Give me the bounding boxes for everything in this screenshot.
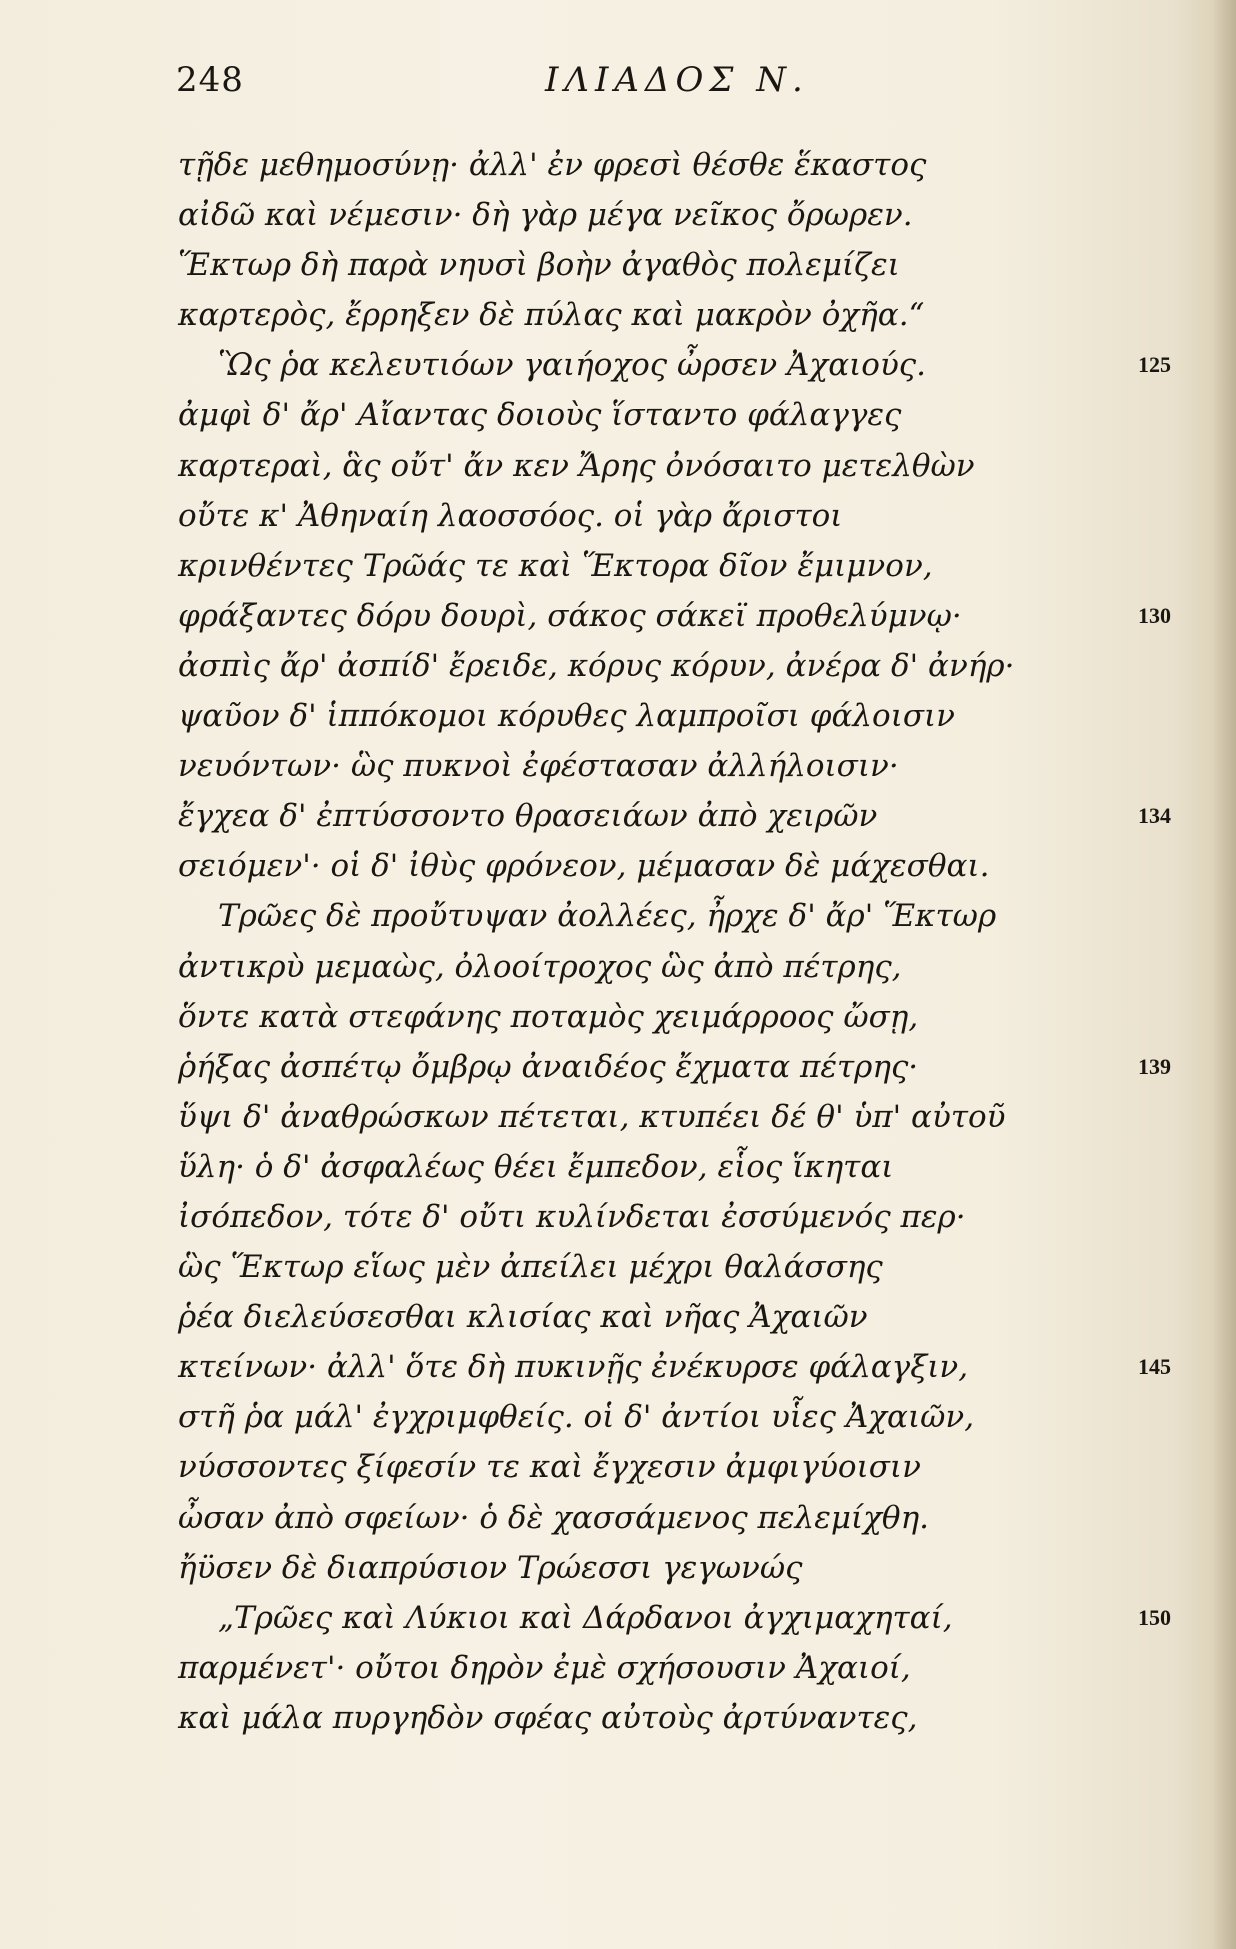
verse-line (178, 290, 1188, 340)
verse-line (178, 1142, 1188, 1192)
verse-text: ὅντε κατὰ στεφάνης ποταμὸς χειμάρροος ὤσῃ, (178, 998, 919, 1035)
verse-line (178, 741, 1188, 791)
verse-text: σειόμεν'· οἱ δ' ἰθὺς φρόνεον, μέμασαν δὲ μάχεσθαι. (178, 848, 990, 885)
verse-text: ὣς Ἕκτωρ εἵως μὲν ἀπείλει μέχρι θαλάσσης (178, 1249, 883, 1286)
verse-line (178, 891, 1188, 941)
verse-text: καρτερὸς, ἔρρηξεν δὲ πύλας καὶ μακρὸν ὀχῆα.“ (178, 297, 925, 334)
page-edge-shadow (1212, 0, 1236, 1949)
verse-text: ῥήξας ἀσπέτῳ ὄμβρῳ ἀναιδέος ἔχματα πέτρης· (178, 1048, 919, 1085)
verse-text: φράξαντες δόρυ δουρὶ, σάκος σάκεϊ προθελύμνῳ· (178, 597, 962, 634)
verse-line (178, 441, 1188, 491)
verse-text: ῥέα διελεύσεσθαι κλισίας καὶ νῆας Ἀχαιῶν (178, 1299, 868, 1336)
verse-line (178, 390, 1188, 440)
verse-line (178, 691, 1188, 741)
verse-text-block (178, 140, 1188, 1743)
verse-line (178, 1442, 1188, 1492)
page-header (0, 52, 1236, 112)
verse-text: αἰδῶ καὶ νέμεσιν· δὴ γὰρ μέγα νεῖκος ὄρωρεν. (178, 197, 913, 234)
line-number: 130 (1138, 602, 1171, 628)
verse-text: ἀντικρὺ μεμαὼς, ὀλοοίτροχος ὣς ἀπὸ πέτρης, (178, 948, 902, 985)
verse-line (178, 1392, 1188, 1442)
verse-text: οὔτε κ' Ἀθηναίη λαοσσόος. οἱ γὰρ ἄριστοι (178, 497, 843, 534)
verse-text: νευόντων· ὣς πυκνοὶ ἐφέστασαν ἀλλήλοισιν· (178, 748, 899, 785)
verse-text: ὦσαν ἀπὸ σφείων· ὁ δὲ χασσάμενος πελεμίχθη. (178, 1499, 930, 1536)
page-number: 248 (176, 60, 244, 100)
verse-text: ὕψι δ' ἀναθρώσκων πέτεται, κτυπέει δέ θ' ὑπ' αὐτοῦ (178, 1098, 1006, 1135)
line-number: 139 (1138, 1053, 1171, 1079)
verse-text: ἀσπὶς ἄρ' ἀσπίδ' ἔρειδε, κόρυς κόρυν, ἀνέρα δ' ἀνήρ· (178, 647, 1015, 684)
verse-line (178, 491, 1188, 541)
verse-text: στῆ ῥα μάλ' ἐγχριμφθείς. οἱ δ' ἀντίοι υἷες Ἀχαιῶν, (178, 1399, 975, 1436)
verse-text: „Τρῶες καὶ Λύκιοι καὶ Δάρδανοι ἀγχιμαχηταί, (218, 1599, 953, 1636)
verse-line (178, 1493, 1188, 1543)
verse-text: ἀμφὶ δ' ἄρ' Αἴαντας δοιοὺς ἵσταντο φάλαγγες (178, 397, 902, 434)
verse-line (178, 641, 1188, 691)
verse-text: παρμένετ'· οὔτοι δηρὸν ἐμὲ σχήσουσιν Ἀχαιοί, (178, 1649, 911, 1686)
verse-text: κτείνων· ἀλλ' ὅτε δὴ πυκινῇς ἐνέκυρσε φάλαγξιν, (178, 1349, 969, 1386)
line-number: 134 (1138, 803, 1171, 829)
verse-text: ὕλη· ὁ δ' ἀσφαλέως θέει ἔμπεδον, εἷος ἵκηται (178, 1148, 894, 1185)
line-number: 150 (1138, 1604, 1171, 1630)
verse-text: ψαῦον δ' ἱππόκομοι κόρυθες λαμπροῖσι φάλοισιν (178, 698, 956, 735)
verse-text: καρτεραὶ, ἃς οὔτ' ἄν κεν Ἄρης ὀνόσαιτο μετελθὼν (178, 447, 975, 484)
verse-line (178, 791, 1188, 841)
verse-line (178, 942, 1188, 992)
verse-text: τῇδε μεθημοσύνῃ· ἀλλ' ἐν φρεσὶ θέσθε ἕκαστος (178, 147, 927, 183)
verse-line (178, 992, 1188, 1042)
verse-text: Ἕκτωρ δὴ παρὰ νηυσὶ βοὴν ἀγαθὸς πολεμίζει (178, 247, 900, 284)
verse-line (178, 240, 1188, 290)
verse-line (178, 1092, 1188, 1142)
verse-text: Ὣς ῥα κελευτιόων γαιήοχος ὦρσεν Ἀχαιούς. (218, 347, 927, 384)
verse-text: νύσσοντες ξίφεσίν τε καὶ ἔγχεσιν ἀμφιγύοισιν (178, 1449, 921, 1486)
verse-text: Τρῶες δὲ προὔτυψαν ἀολλέες, ἦρχε δ' ἄρ' Ἕκτωρ (218, 898, 997, 935)
verse-line (178, 841, 1188, 891)
verse-line (178, 591, 1188, 641)
verse-line (178, 541, 1188, 591)
verse-line (178, 1242, 1188, 1292)
verse-text: κρινθέντες Τρῶάς τε καὶ Ἕκτορα δῖον ἔμιμνον, (178, 547, 933, 584)
verse-line (178, 340, 1188, 390)
verse-text: ἔγχεα δ' ἐπτύσσοντο θρασειάων ἀπὸ χειρῶν (178, 798, 878, 835)
verse-line (178, 1342, 1188, 1392)
line-number: 125 (1138, 352, 1171, 378)
verse-line (178, 1643, 1188, 1693)
verse-text: καὶ μάλα πυργηδὸν σφέας αὐτοὺς ἀρτύναντες, (178, 1699, 918, 1736)
verse-text: ἤϋσεν δὲ διαπρύσιον Τρώεσσι γεγωνώς (178, 1549, 803, 1586)
verse-line (178, 1693, 1188, 1743)
verse-line (178, 1192, 1188, 1242)
running-title: ΙΛΙΑΔΟΣ Ν. (545, 60, 809, 100)
verse-line (178, 1292, 1188, 1342)
line-number: 145 (1138, 1354, 1171, 1380)
verse-line (178, 190, 1188, 240)
verse-text: ἰσόπεδον, τότε δ' οὔτι κυλίνδεται ἐσσύμενός περ· (178, 1198, 966, 1235)
verse-line (178, 1543, 1188, 1593)
verse-line (178, 140, 1188, 190)
verse-line (178, 1042, 1188, 1092)
verse-line (178, 1593, 1188, 1643)
